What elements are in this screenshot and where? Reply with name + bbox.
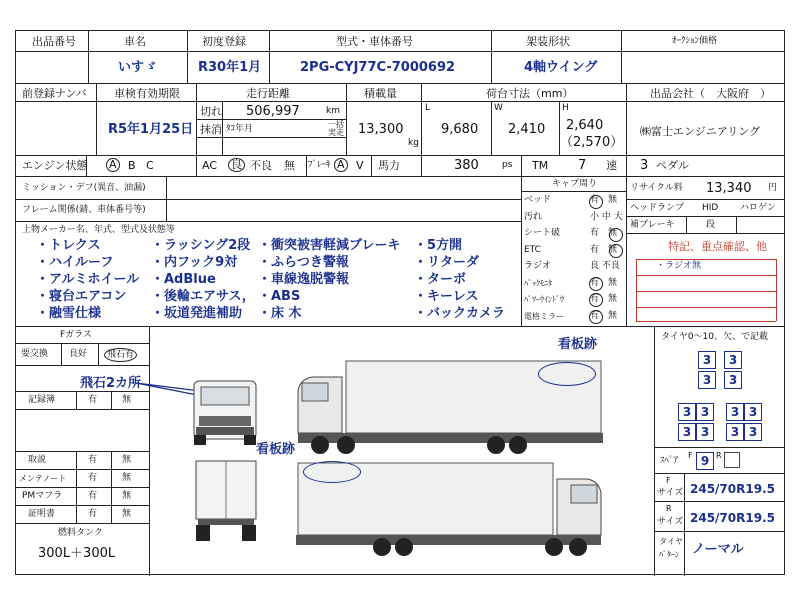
equipment-item: ・トレクス [36,238,101,253]
cargo-l-label: L [425,103,431,113]
label-pm-muffler: PMマフラ [22,491,63,501]
pattern-label-2: ﾊﾟﾀｰﾝ [659,550,679,559]
equipment-item: ・リターダ [414,255,480,270]
spare-front-value: 9 [696,452,714,470]
mileage-sub-2: 実走 [328,128,344,137]
equipment-item: ・後輪エアサス， [151,289,255,304]
ac-none: 無 [284,159,295,172]
sign-trace-note-2: 看板跡 [256,442,296,457]
cab-row: ﾊﾞｯｸﾓﾆﾀ 有 無 [524,277,618,288]
label-maint-note: メンテノート [19,474,67,483]
cert-yes: 有 [88,509,98,519]
label-manual: 取説 [28,455,47,465]
label-mileage: 走行距離 [246,87,290,100]
label-cargo: 荷台寸法（mm） [486,87,574,100]
mileage-unit: km [326,106,340,116]
equipment-item: ・車線逸脱警報 [258,272,350,287]
tire-title: タイヤ0～10、欠、で記載 [661,332,768,342]
truck-front-view [194,381,256,445]
equipment-item: ・ターボ [414,272,467,287]
f-size-label: サイズ [657,488,684,498]
model-serial-value: 2PG-CYJ77C-7000692 [300,60,456,75]
mileage-sub-1: 一括 [328,120,344,129]
f-size-tag: F [666,476,671,485]
load-value: 13,300 [358,122,404,137]
truck-rear-view [196,461,256,541]
equipment-item: ・床 木 [258,306,302,321]
label-recycle: リサイクル料 [630,183,683,193]
label-certificate: 証明書 [28,509,56,519]
fuel-tank-value: 300L＋300L [38,546,116,561]
r-size-label: サイズ [657,517,684,527]
engine-grade-b: B [128,159,136,172]
tire-front-2: 3 [724,351,742,369]
car-maker: いすゞ [118,60,158,75]
tm-value: 7 [578,158,587,173]
pattern-label-1: タイヤ [659,537,683,546]
sign-trace-oval-1 [538,362,596,386]
manual-no: 無 [122,455,132,465]
mileage-tag-cancel: 抹消 [200,123,222,136]
sign-trace-oval-2 [303,461,361,483]
tire-front-3: 3 [698,371,716,389]
record-yes: 有 [88,395,98,405]
label-car-name: 車名 [124,35,146,48]
equipment-item: ・融雪仕様 [36,306,102,321]
tire-rear-1: 3 [678,403,696,421]
equipment-item: ・ふらつき警報 [258,255,349,270]
label-record-book: 記録簿 [28,395,56,405]
label-prev-plate: 前登録ナンバ [22,87,87,100]
rear-tire-size: 245/70R19.5 [690,511,775,525]
inspection-value: R5年1月25日 [108,122,194,137]
equipment-item: ・寝台エアコン [36,289,127,304]
equipment-item: ・ラッシング2段 [151,238,251,253]
equipment-item: ・ハイルーフ [36,255,114,270]
body-type-value: 4軸ウイング [524,60,598,75]
label-hp: 馬力 [378,159,400,172]
brake-v: V [356,159,364,172]
recycle-unit: 円 [768,183,778,193]
label-ac: AC [202,159,218,172]
tire-rear-2: 3 [696,403,714,421]
ac-good: 良 [228,158,245,172]
spare-r-label: R [716,451,722,460]
label-seller: 出品会社（ 大阪府 ） [650,87,771,100]
equipment-item: ・AdBlue [151,272,216,287]
tire-rear-8: 3 [744,423,762,441]
cab-row: 電格ミラー 有 無 [524,310,618,321]
label-model-serial: 型式・車体番号 [336,35,413,48]
pm-no: 無 [122,491,132,501]
equipment-item: ・5方開 [414,238,463,253]
equipment-item: ・バックカメラ [414,306,506,321]
mileage-tag-meter: ﾀｺ年月 [226,124,254,134]
engine-grade-c: C [146,159,154,172]
brake-a: A [334,158,348,172]
tm-unit: 速 [606,159,617,172]
tire-rear-4: 3 [744,403,762,421]
equipment-item: ・内フック9対 [151,255,238,270]
label-first-registration: 初度登録 [202,35,246,48]
label-auction-price: ｵｰｸｼｮﾝ価格 [672,36,718,46]
tire-front-4: 3 [724,371,742,389]
sign-trace-note-1: 看板跡 [558,337,598,352]
cargo-length: 9,680 [441,122,479,137]
tire-rear-6: 3 [696,423,714,441]
cab-row: ベッド 有 無 [524,195,618,205]
pedal-unit: ペダル [656,159,689,172]
label-headlamp: ヘッドランプ [630,203,685,213]
label-aux-brake: 補ブレーキ [630,220,675,230]
cab-row: シート破 有 無 [524,228,618,238]
label-brake: ﾌﾞﾚｰｷ [308,160,331,170]
glass-replace: 要交換 [21,349,49,359]
headlamp-hid: HID [702,203,719,213]
tire-front-1: 3 [698,351,716,369]
tire-rear-5: 3 [678,423,696,441]
hp-unit: ps [502,160,513,170]
pm-yes: 有 [88,491,98,501]
spare-rear-box [724,452,740,468]
front-tire-size: 245/70R19.5 [690,482,775,496]
tire-rear-7: 3 [726,423,744,441]
pedal-value: 3 [640,158,649,173]
label-engine: エンジン状態 [22,159,88,172]
hp-value: 380 [454,158,479,173]
chip-note: 飛石2カ所 [80,376,142,391]
label-inspection: 車検有効期限 [114,87,180,100]
ac-bad: 不良 [250,159,272,172]
cargo-w-label: W [494,103,503,113]
label-f-glass: Fガラス [60,330,92,340]
label-body-type: 架装形状 [526,35,570,48]
notes-title: 特記、重点確認、他 [668,240,767,253]
cert-no: 無 [122,509,132,519]
glass-chipped: 飛石有 [104,348,137,362]
maint-no: 無 [122,473,132,483]
load-unit: kg [408,138,419,148]
cab-title: キャブ周り [552,179,598,189]
headlamp-halogen: ハロゲン [740,203,776,213]
label-fuel-tank: 燃料タンク [58,528,103,538]
maint-yes: 有 [88,473,98,483]
label-lot-number: 出品番号 [32,35,76,48]
glass-good: 良好 [69,349,88,359]
cab-row: ﾊﾟﾜｰｳｲﾝﾄﾞｳ 有 無 [524,294,618,304]
seller-name: ㈱富士エンジニアリング [640,125,761,138]
spare-f-label: F [688,451,693,460]
tire-pattern-value: ノーマル [692,542,744,557]
equipment-item: ・ABS [258,289,301,304]
label-load: 積載量 [364,87,397,100]
first-registration-value: R30年1月 [198,60,262,75]
tire-rear-3: 3 [726,403,744,421]
cargo-height: 2,640 [566,118,604,133]
label-tm: TM [532,159,549,172]
mileage-value: 506,997 [246,104,300,119]
equipment-item: ・衝突被害軽減ブレーキ [258,238,401,253]
aux-brake-value: 段 [706,220,716,230]
cab-row: 汚れ 小 中 大 [524,211,623,222]
note-item: ・ラジオ無 [656,261,702,271]
mileage-tag-expired: 切れ [200,105,222,118]
cab-row: ETC 有 無 [524,244,618,255]
cargo-height-inner: （2,570） [560,135,624,150]
label-frame: フレーム関係(錆、車体番号等) [22,205,146,215]
record-no: 無 [122,395,132,405]
cab-row: ラジオ 良 不良 [524,261,620,271]
label-equipment: 上物メーカー名、年式、型式及状態等 [22,225,175,235]
r-size-tag: R [666,504,672,513]
manual-yes: 有 [88,455,98,465]
cargo-h-label: H [562,103,569,113]
engine-grade-a: A [106,158,120,172]
cargo-width: 2,410 [508,122,546,137]
equipment-item: ・坂道発進補助 [151,306,243,321]
auction-sheet [15,30,785,575]
label-mission: ミッション・デフ(異音、油漏) [22,183,146,193]
equipment-item: ・アルミホイール [36,272,140,287]
equipment-item: ・キーレス [414,289,479,304]
label-spare: ｽﾍﾟｱ [660,456,679,466]
recycle-value: 13,340 [706,181,752,196]
